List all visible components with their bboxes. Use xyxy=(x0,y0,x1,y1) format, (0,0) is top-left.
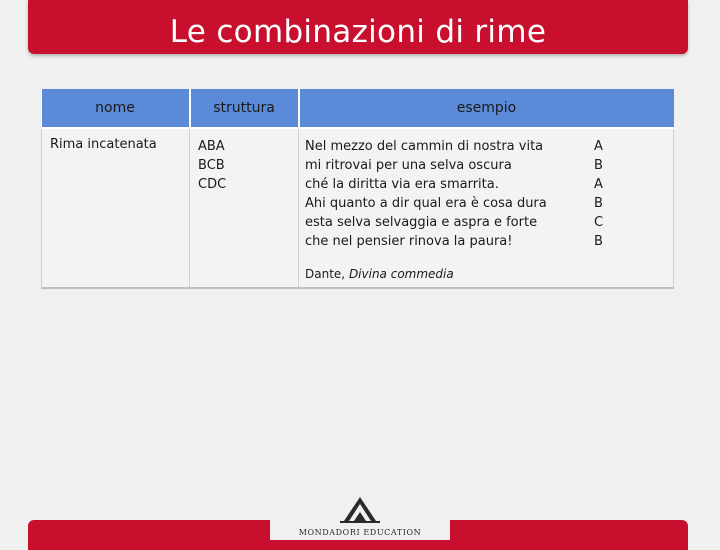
esempio-content xyxy=(305,137,673,287)
table-row xyxy=(42,128,674,288)
mondadori-logo-icon xyxy=(270,494,450,540)
title-bar xyxy=(28,0,688,54)
verse-line: Nel mezzo del cammin di nostra vita xyxy=(305,139,544,154)
scheme-letter: A xyxy=(594,177,603,192)
cell-nome: Rima incatenata xyxy=(42,128,190,288)
header-struttura: struttura xyxy=(190,89,299,128)
cell-struttura xyxy=(190,128,299,288)
scheme-letter: B xyxy=(594,196,603,211)
table-header-row xyxy=(42,89,674,128)
verse-line: Ahi quanto a dir qual era è cosa dura xyxy=(305,196,547,211)
citation-separator: , xyxy=(341,267,349,281)
scheme-letter: B xyxy=(594,158,603,173)
header-esempio: esempio xyxy=(299,89,674,128)
struttura-line: CDC xyxy=(198,177,227,192)
citation-work: Divina commedia xyxy=(348,267,454,281)
verse-line: che nel pensier rinova la paura! xyxy=(305,234,513,249)
verses xyxy=(305,137,673,251)
verse-line: ché la diritta via era smarrita. xyxy=(305,177,499,192)
rhyme-scheme xyxy=(594,137,603,251)
struttura-line: ABA xyxy=(198,139,225,154)
rhyme-table xyxy=(41,89,674,289)
cell-esempio xyxy=(299,128,674,288)
struttura-line: BCB xyxy=(198,158,225,173)
header-nome: nome xyxy=(42,89,190,128)
slide-title: Le combinazioni di rime xyxy=(169,14,547,50)
logo-text: MONDADORI EDUCATION xyxy=(298,528,422,537)
verse-line: mi ritrovai per una selva oscura xyxy=(305,158,512,173)
scheme-letter: B xyxy=(594,234,603,249)
citation-author: Dante xyxy=(305,267,342,281)
scheme-letter: A xyxy=(594,139,603,154)
citation xyxy=(305,267,454,281)
scheme-letter: C xyxy=(594,215,604,230)
verse-line: esta selva selvaggia e aspra e forte xyxy=(305,215,538,230)
